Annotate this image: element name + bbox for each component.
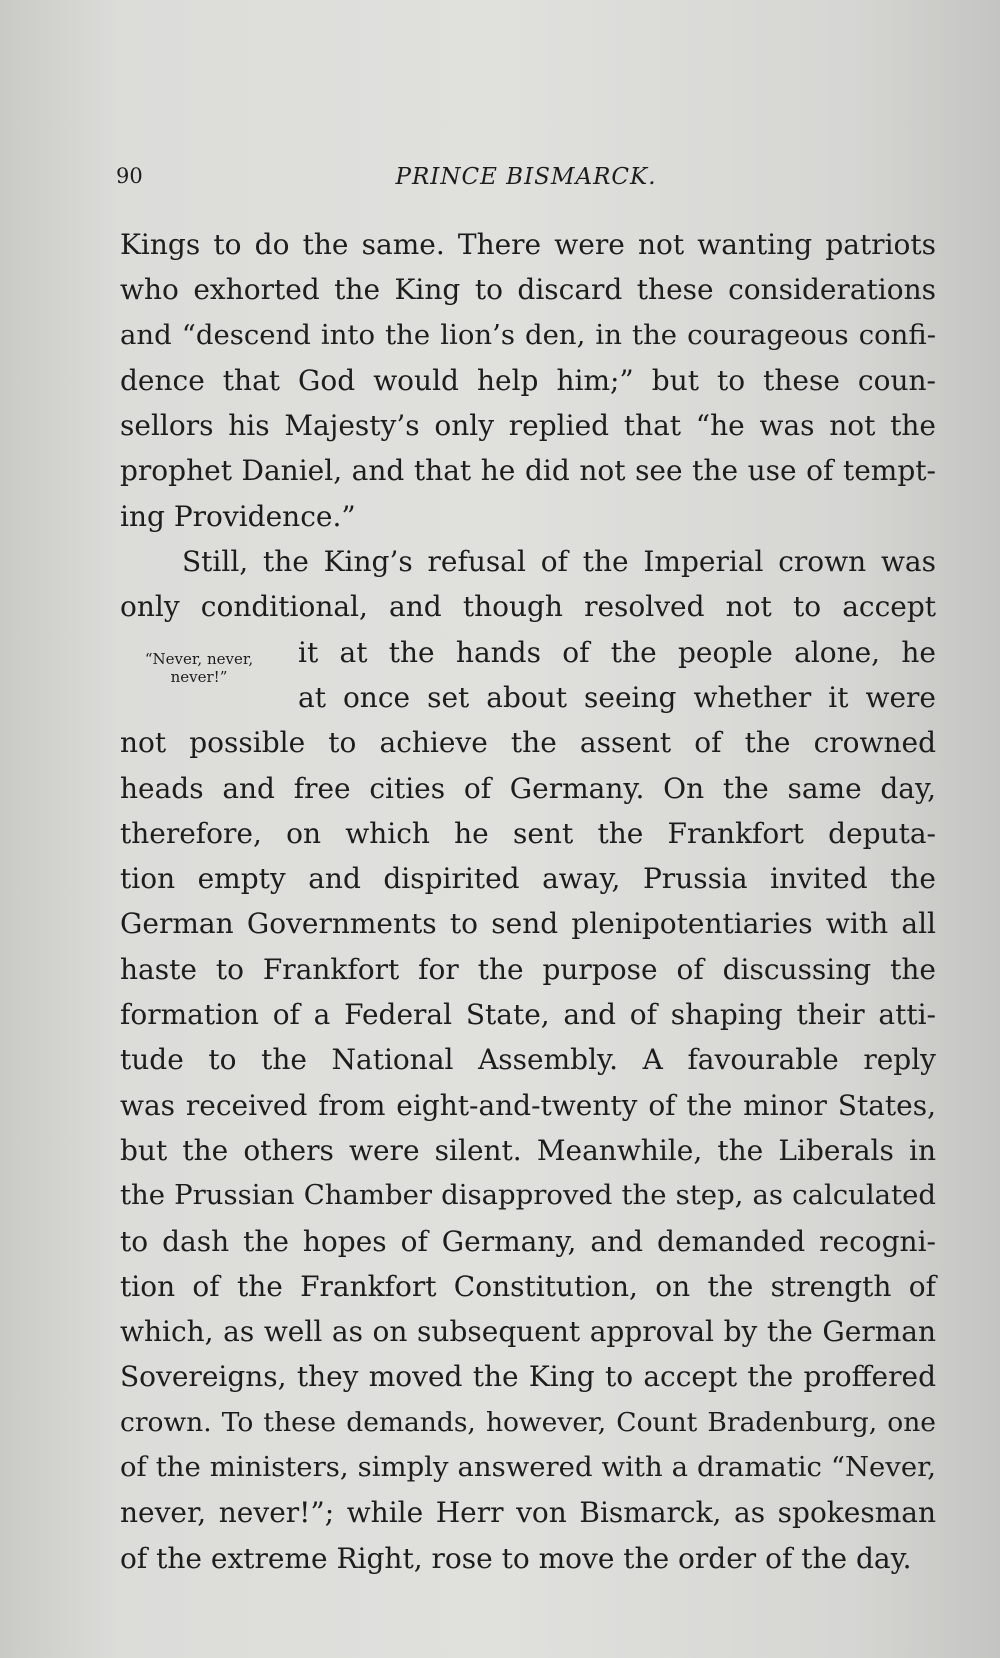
text-line: therefore, on which he sent the Frankfort deputa-	[120, 816, 936, 850]
text-line: German Governments to send plenipotentiaries with all	[120, 907, 936, 941]
text-line: of the extreme Right, rose to move the order of the day.	[120, 1541, 912, 1575]
text-line: and “descend into the lion’s den, in the courageous confi-	[120, 318, 936, 351]
text-line: ing Providence.”	[120, 499, 356, 533]
margin-note-line: never!”	[170, 668, 228, 686]
text-line: heads and free cities of Germany. On the same day,	[120, 771, 936, 805]
running-title: PRINCE BISMARCK.	[395, 164, 657, 190]
text-line: only conditional, and though resolved not to accept	[120, 590, 936, 624]
text-line: who exhorted the King to discard these considerations	[120, 273, 936, 307]
text-line: crown. To these demands, however, Count Bradenburg, one	[120, 1406, 936, 1438]
text-line: prophet Daniel, and that he did not see the use of tempt-	[120, 454, 936, 488]
text-line: was received from eight-and-twenty of the minor States,	[120, 1088, 936, 1122]
text-line: but the others were silent. Meanwhile, the Liberals in	[120, 1133, 936, 1167]
margin-note-line: “Never, never,	[144, 650, 254, 668]
text-line: tude to the National Assembly. A favourable reply	[120, 1043, 936, 1077]
text-line: which, as well as on subsequent approval by the German	[120, 1315, 936, 1349]
page-header	[116, 164, 936, 204]
page-number: 90	[116, 164, 143, 188]
text-line: Sovereigns, they moved the King to accept the proffered	[120, 1360, 936, 1394]
text-line: never, never!”; while Herr von Bismarck, as spokesman	[120, 1496, 936, 1530]
text-line: tion of the Frankfort Constitution, on the strength of	[120, 1269, 936, 1303]
text-line: formation of a Federal State, and of shaping their atti-	[120, 998, 936, 1032]
text-line: Still, the King’s refusal of the Imperial crown was	[182, 545, 936, 579]
text-line: haste to Frankfort for the purpose of discussing the	[120, 952, 936, 986]
text-line: tion empty and dispirited away, Prussia invited the	[120, 862, 936, 896]
text-line: not possible to achieve the assent of the crowned	[120, 726, 936, 760]
text-line: at once set about seeing whether it were	[298, 680, 936, 714]
text-line: of the ministers, simply answered with a dramatic “Never,	[120, 1451, 936, 1484]
text-line: dence that God would help him;” but to these coun-	[120, 363, 936, 397]
body-text	[120, 222, 936, 1581]
text-line: to dash the hopes of Germany, and demanded recogni-	[120, 1224, 936, 1258]
text-line: sellors his Majesty’s only replied that “he was not the	[120, 409, 936, 443]
text-line: it at the hands of the people alone, he	[298, 635, 936, 669]
text-line: the Prussian Chamber disapproved the step, as calculated	[120, 1179, 936, 1212]
text-line: Kings to do the same. There were not wanting patriots	[120, 228, 936, 261]
